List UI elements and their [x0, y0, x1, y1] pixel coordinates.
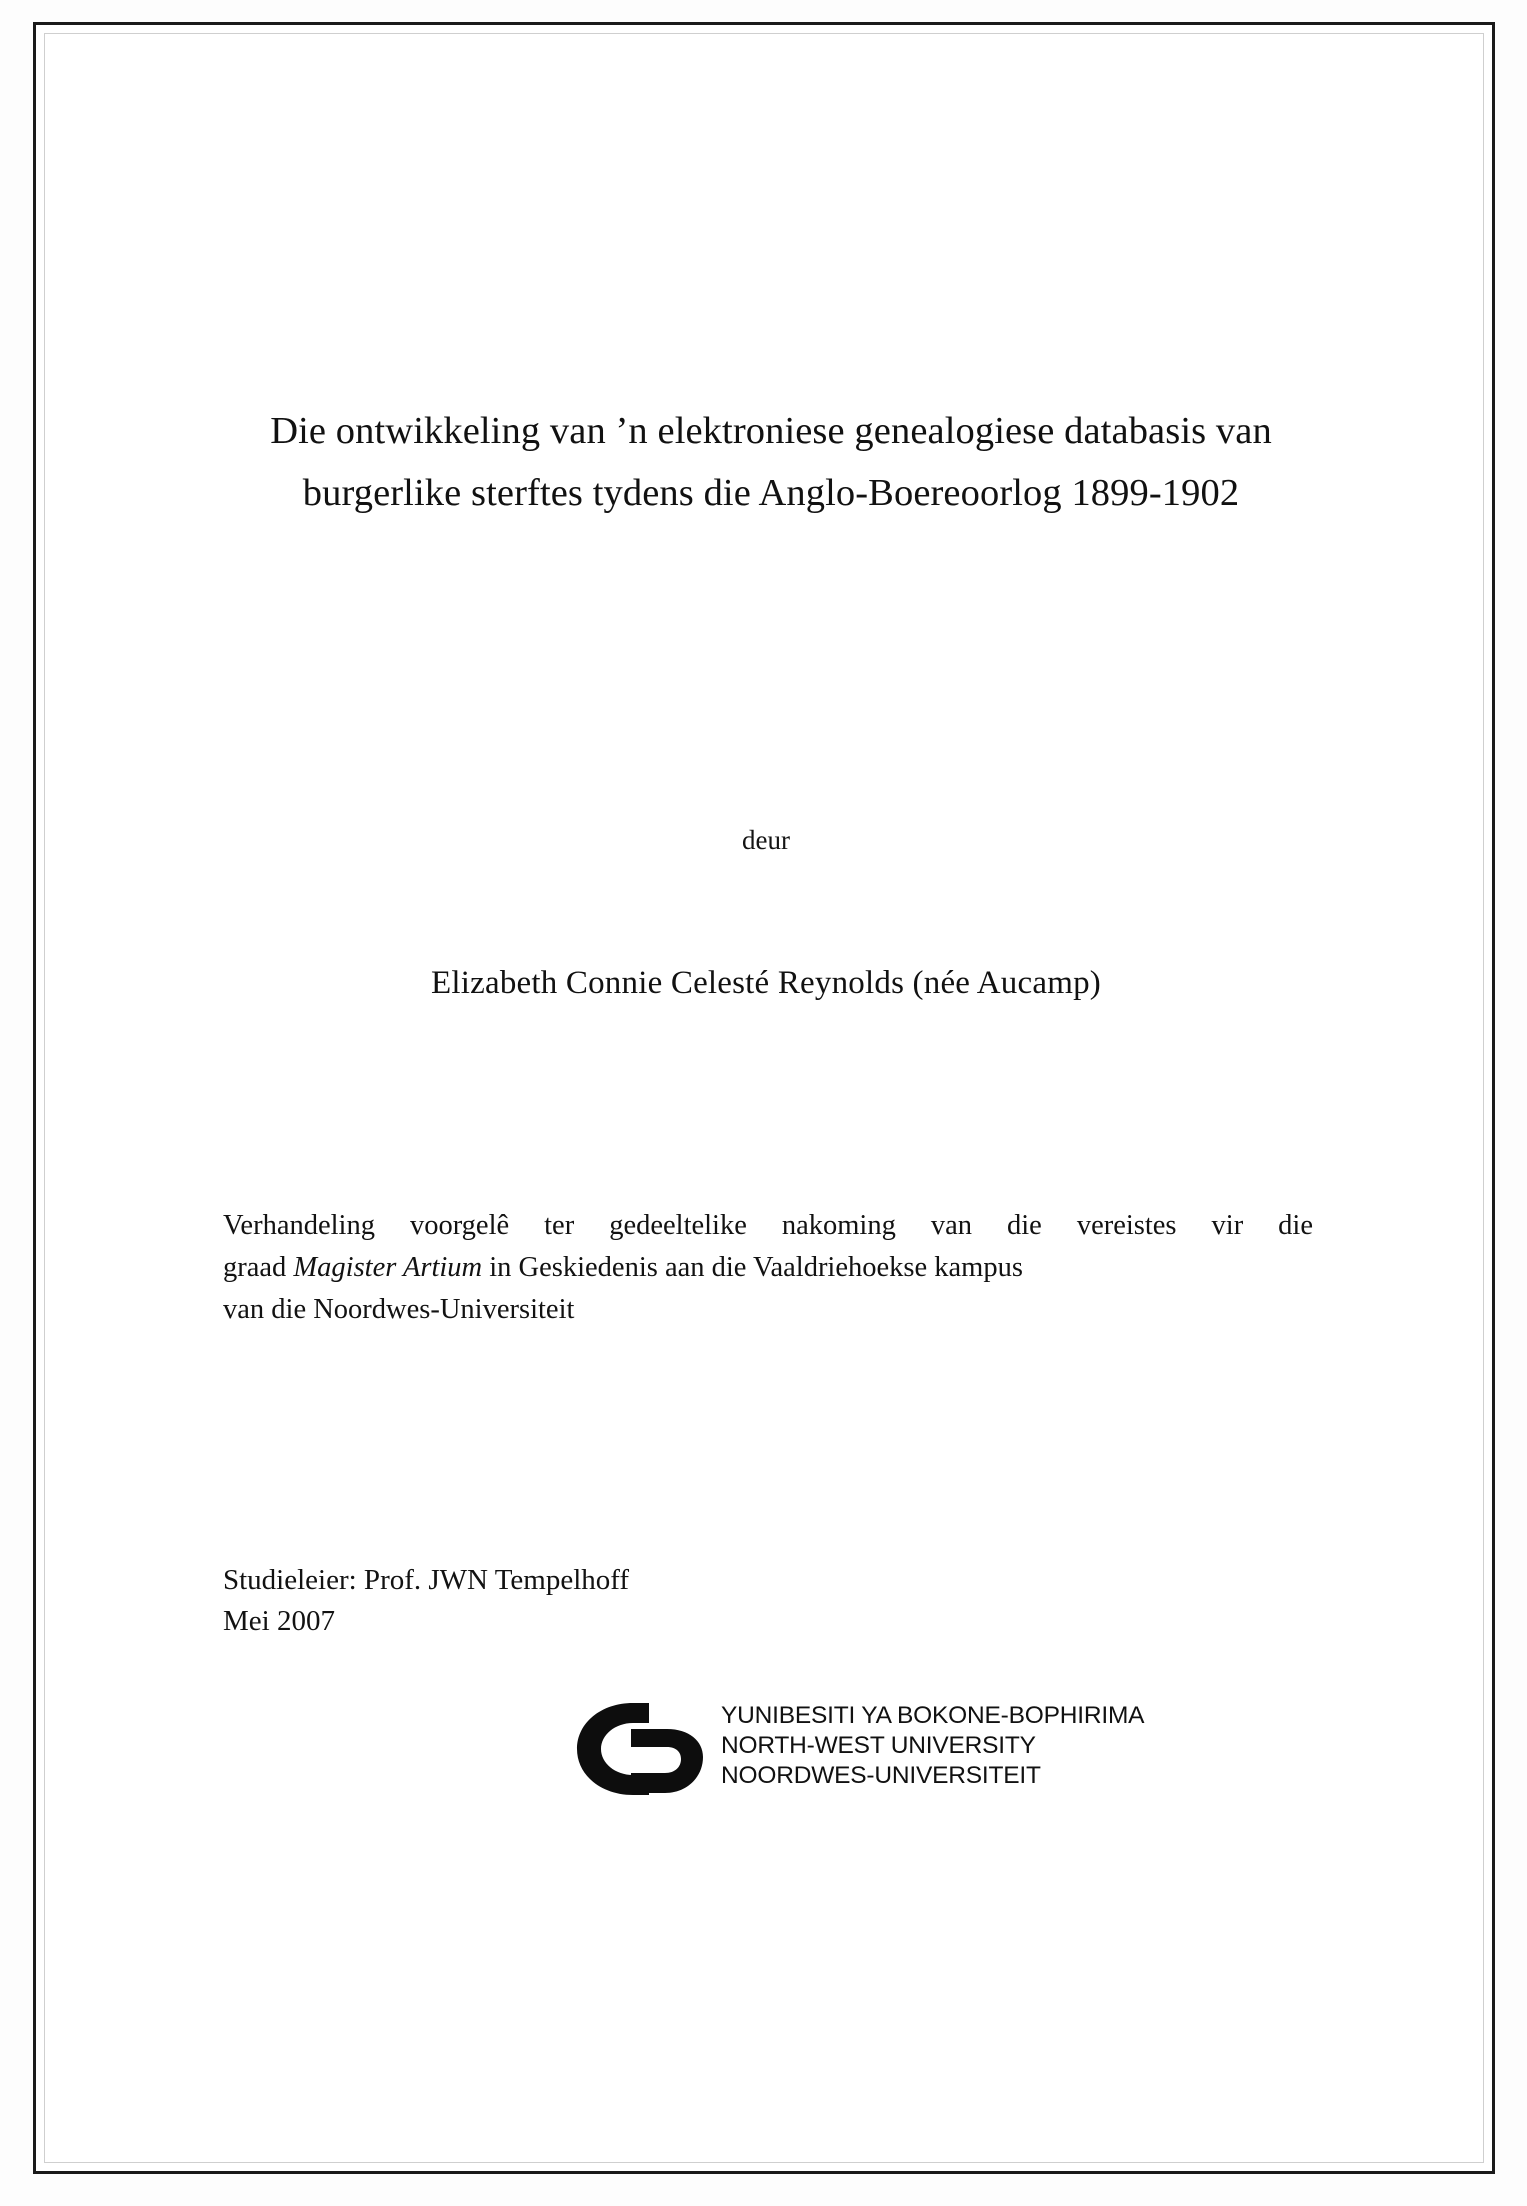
- logo-line-setswana: YUNIBESITI YA BOKONE-BOPHIRIMA: [721, 1702, 1145, 1729]
- logo-line-afrikaans: NOORDWES-UNIVERSITEIT: [721, 1762, 1041, 1790]
- title-line-1: Die ontwikkeling van ’n elektroniese genealogiese databasis van: [270, 410, 1272, 452]
- page-content: [186, 85, 1346, 2105]
- logo-line-english: NORTH-WEST UNIVERSITY: [721, 1732, 1036, 1760]
- degree-statement-line-2: [223, 1247, 1313, 1289]
- scan-border: [33, 22, 1495, 2174]
- supervisor-name: Studieleier: Prof. JWN Tempelhoff: [223, 1564, 630, 1596]
- nwu-logo-icon: [571, 1699, 711, 1799]
- submission-date: Mei 2007: [223, 1605, 335, 1638]
- degree-name-italic: Magister Artium: [293, 1251, 483, 1283]
- supervisor-block: [223, 1560, 1123, 1642]
- university-logo-text: [721, 1701, 1144, 1791]
- degree-statement-line-3: van die Noordwes-Universiteit: [223, 1293, 575, 1325]
- byline-label: deur: [742, 825, 790, 855]
- author-name: Elizabeth Connie Celesté Reynolds (née Aucamp): [431, 965, 1101, 1001]
- page-title: [226, 400, 1316, 525]
- title-line-2: burgerlike sterftes tydens die Anglo-Boereoorlog 1899-1902: [302, 472, 1240, 515]
- degree-statement-line-1: Verhandeling voorgelê ter gedeeltelike nakoming van die vereistes vir die: [223, 1210, 1313, 1241]
- degree-statement-line-2-pre: graad: [223, 1251, 294, 1283]
- degree-statement: [223, 1205, 1313, 1331]
- degree-statement-line-2-post: in Geskiedenis aan die Vaaldriehoekse kampus: [482, 1251, 1023, 1283]
- university-logo: [571, 1695, 1145, 1815]
